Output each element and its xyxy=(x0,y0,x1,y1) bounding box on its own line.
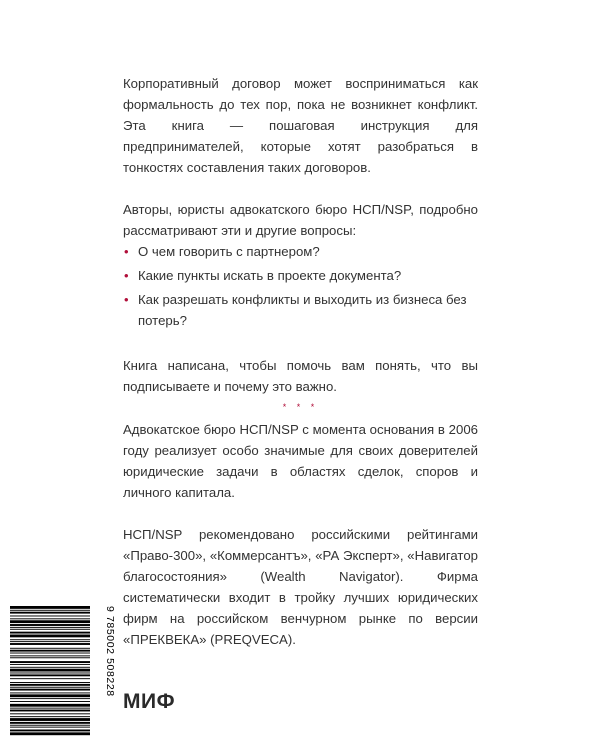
barcode-bar xyxy=(10,650,90,652)
barcode-bar xyxy=(10,606,90,609)
purpose-paragraph: Книга написана, чтобы помочь вам понять, что вы подписываете и почему это важно. xyxy=(123,358,478,394)
barcode-bar xyxy=(10,632,90,634)
barcode-bar xyxy=(10,730,90,732)
barcode-bar xyxy=(10,678,90,679)
list-item xyxy=(123,289,478,331)
barcode-bar xyxy=(10,674,90,676)
isbn-barcode xyxy=(4,604,116,740)
barcode-bar xyxy=(10,727,90,728)
publisher-logo: МИФ xyxy=(123,690,176,713)
barcode-bar xyxy=(10,718,90,721)
barcode-bar xyxy=(10,684,90,686)
authors-paragraph: Авторы, юристы адвокатского бюро НСП/NSP, подробно рассматривают эти и другие вопросы: xyxy=(123,202,478,238)
list-item-text: Какие пункты искать в проекте документа? xyxy=(138,268,402,283)
barcode-bar xyxy=(10,653,90,654)
barcode-bar xyxy=(10,667,90,668)
section-separator: * * * xyxy=(282,402,319,412)
barcode-bar xyxy=(10,624,90,626)
bullet-icon: • xyxy=(124,268,129,283)
barcode-bar xyxy=(10,641,90,642)
barcode-bar xyxy=(10,682,90,683)
barcode-bar xyxy=(10,713,90,714)
barcode-digits: 9 785002 508228 xyxy=(104,606,116,697)
list-item-text: О чем говорить с партнером? xyxy=(138,244,320,259)
barcode-bar xyxy=(10,673,90,674)
barcode-bar xyxy=(10,708,90,709)
bureau-paragraph: Адвокатское бюро НСП/NSP с момента основания в 2006 году реализует особо значимые для своих доверителей юридические задачи в областях сделок, споров и личного капитала. xyxy=(123,422,478,500)
barcode-bar xyxy=(10,627,90,628)
barcode-bar xyxy=(10,612,90,614)
barcode-bar xyxy=(10,725,90,726)
barcode-bars xyxy=(10,606,90,735)
list-item xyxy=(123,265,478,286)
barcode-bar xyxy=(10,635,90,638)
barcode-bar xyxy=(10,629,90,630)
barcode-bar xyxy=(10,620,90,623)
barcode-bar xyxy=(10,616,90,617)
barcode-bar xyxy=(10,648,90,649)
barcode-bar xyxy=(10,689,90,691)
barcode-bar xyxy=(10,657,90,658)
barcode-bar xyxy=(10,710,90,712)
bullet-icon: • xyxy=(124,244,129,259)
barcode-bar xyxy=(10,669,90,672)
barcode-bar xyxy=(10,655,90,656)
barcode-bar xyxy=(10,687,90,688)
bullet-icon: • xyxy=(124,292,129,307)
barcode-bar xyxy=(10,639,90,640)
barcode-bar xyxy=(10,722,90,724)
list-item xyxy=(123,241,478,262)
barcode-bar xyxy=(10,664,90,665)
barcode-bar xyxy=(10,701,90,702)
barcode-bar xyxy=(10,692,90,693)
barcode-bar xyxy=(10,694,90,697)
ratings-paragraph: НСП/NSP рекомендовано российскими рейтингами «Право-300», «Коммерсантъ», «РА Эксперт», «Навигатор благосостояния» (Wealth Navigator). Фирма систематически входит в тройку лучших юридических фирм на российском венчурном рынке по версии «ПРЕКВЕКА» (PREQVECA). xyxy=(123,527,478,647)
barcode-bar xyxy=(10,661,90,663)
barcode-bar xyxy=(10,643,90,645)
barcode-bar xyxy=(10,732,90,735)
barcode-bar xyxy=(10,698,90,699)
questions-list xyxy=(123,241,478,331)
barcode-bar xyxy=(10,610,90,611)
intro-paragraph: Корпоративный договор может восприниматься как формальность до тех пор, пока не возникнет конфликт. Эта книга — пошаговая инструкция для предпринимателей, которые хотят разобраться в тонкостях составления таких договоров. xyxy=(123,76,478,175)
annotation-text xyxy=(123,73,478,650)
barcode-bar xyxy=(10,618,90,619)
barcode-bar xyxy=(10,704,90,707)
barcode-bar xyxy=(10,716,90,717)
list-item-text: Как разрешать конфликты и выходить из бизнеса без потерь? xyxy=(138,292,467,328)
